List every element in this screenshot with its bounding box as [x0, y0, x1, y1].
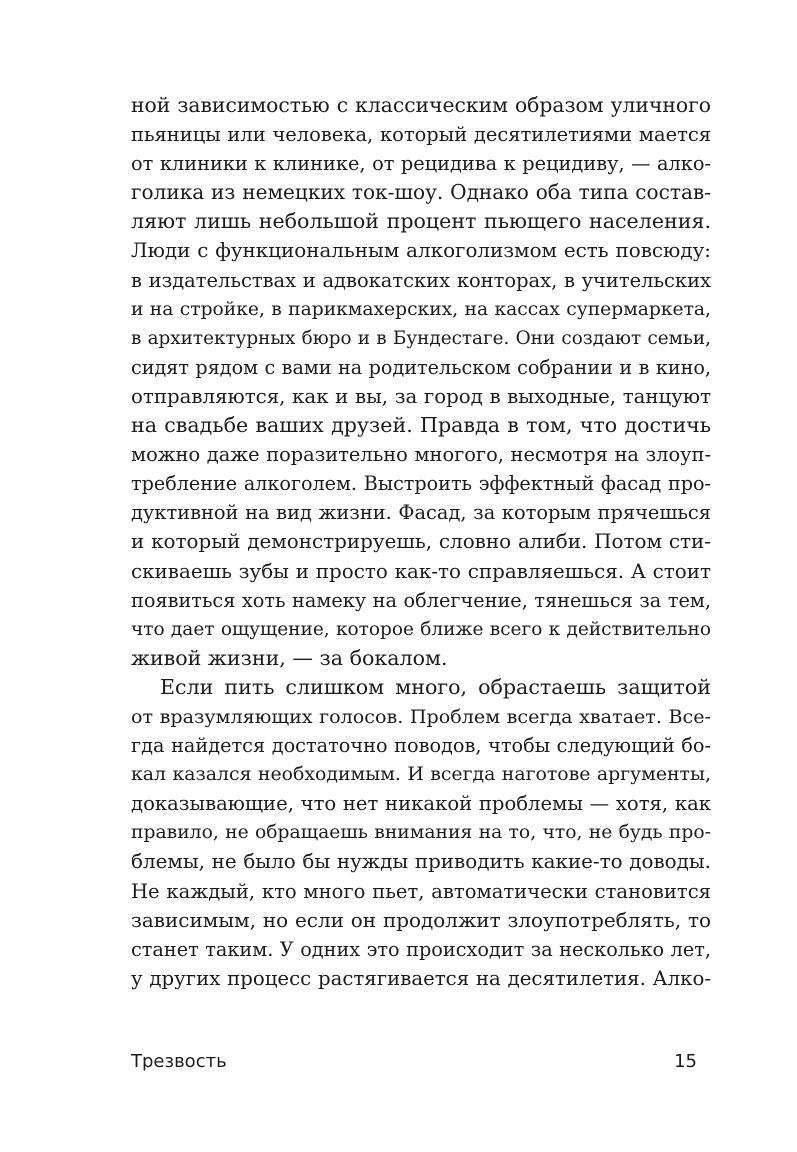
text-line: ляют лишь небольшой процент пьющего населения.	[131, 209, 711, 234]
text-line: Люди с функциональным алкоголизмом есть повсюду:	[131, 239, 711, 263]
text-line: правило, не обращаешь внимания на то, что, не будь про-	[131, 822, 711, 844]
text-line: доказывающие, что нет никакой проблемы — хотя, как	[131, 792, 711, 816]
running-title: Трезвость	[131, 1051, 227, 1072]
paragraph	[131, 673, 711, 993]
text-line: что дает ощущение, которое ближе всего к действительно	[131, 618, 711, 640]
page-footer	[131, 1051, 697, 1075]
text-line: гда найдется достаточно поводов, чтобы следующий бо-	[131, 734, 711, 758]
text-line: живой жизни, — за бокалом.	[131, 645, 448, 670]
text-line: Если пить слишком много, обрастаешь защитой	[160, 674, 711, 699]
text-line: зависимым, но если он продолжит злоупотреблять, то	[131, 907, 711, 932]
text-line: пьяницы или человека, который десятилетиями мается	[131, 123, 711, 147]
text-line: Не каждый, кто много пьет, автоматически становится	[131, 879, 711, 903]
text-line: блемы, не было бы нужды приводить какие-то доводы.	[131, 850, 711, 874]
text-line: требление алкоголем. Выстроить эффектный фасад про-	[131, 472, 711, 496]
text-line: станет таким. У одних это происходит за несколько лет,	[131, 937, 711, 961]
text-line: на свадьбе ваших друзей. Правда в том, что достичь	[131, 413, 711, 438]
text-line: скиваешь зубы и просто как-то справляешься. А стоит	[131, 559, 711, 583]
text-line: кал казался необходимым. И всегда наготове аргументы,	[131, 763, 711, 786]
text-line: у других процесс растягивается на десятилетия. Алко-	[131, 966, 711, 990]
text-line: от вразумляющих голосов. Проблем всегда хватает. Все-	[131, 704, 711, 728]
text-line: и который демонстрируешь, словно алиби. Потом сти-	[131, 530, 711, 554]
text-line: появиться хоть намеку на облегчение, тянешься за тем,	[131, 588, 711, 612]
page-number: 15	[674, 1051, 697, 1072]
text-line: в издательствах и адвокатских конторах, в учительских	[131, 268, 711, 292]
text-line: отправляются, как и вы, за город в выходные, танцуют	[131, 384, 711, 408]
text-line: можно даже поразительно многого, несмотря на злоуп-	[131, 443, 711, 467]
text-line: ной зависимостью с классическим образом уличного	[131, 93, 711, 117]
text-line: в архитектурных бюро и в Бундестаге. Они создают семьи,	[131, 327, 711, 349]
text-line: и на стройке, в парикмахерских, на кассах супермаркета,	[131, 298, 711, 320]
text-line: дуктивной на вид жизни. Фасад, за которым прячешься	[131, 501, 711, 525]
text-line: голика из немецких ток-шоу. Однако оба типа состав-	[131, 180, 711, 205]
body-text	[131, 91, 711, 993]
text-line: сидят рядом с вами на родительском собрании и в кино,	[131, 355, 711, 379]
paragraph	[131, 91, 711, 673]
text-line: от клиники к клинике, от рецидива к рецидиву, — алко-	[131, 152, 711, 176]
